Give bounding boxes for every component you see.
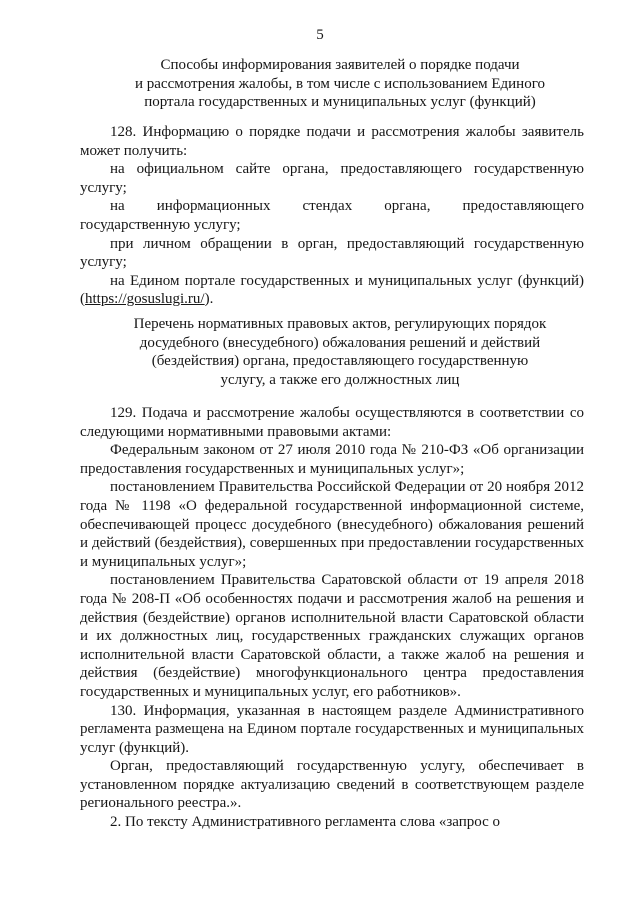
portal-text: на Едином портале государственных и муниципальных услуг (функций) (	[80, 272, 584, 308]
paragraph-128-intro: 128. Информацию о порядке подачи и рассмотрения жалобы заявитель может получить:	[80, 124, 584, 159]
gosuslugi-link[interactable]: https://gosuslugi.ru/	[85, 291, 205, 308]
heading-line: и рассмотрения жалобы, в том числе с использованием Единого	[135, 75, 545, 92]
paragraph-129-intro: 129. Подача и рассмотрение жалобы осуществляются в соответствии со следующими нормативными правовыми актами:	[80, 405, 584, 440]
heading-line: услугу, а также его должностных лиц	[220, 372, 460, 389]
page-number: 5	[316, 27, 324, 43]
heading-line: Способы информирования заявителей о порядке подачи	[160, 57, 520, 73]
section-heading-legal-acts	[70, 315, 610, 390]
legal-act-item: Федеральным законом от 27 июля 2010 года № 210-ФЗ «Об организации предоставления государственных и муниципальных услуг»;	[80, 442, 584, 477]
paragraph-item-2: 2. По тексту Административного регламента слова «запрос о	[110, 814, 501, 831]
paragraph-130-registry: Орган, предоставляющий государственную услугу, обеспечивает в установленном порядке актуализацию сведений в соответствующем разделе регионального реестра.».	[80, 758, 584, 812]
section-heading-informing	[70, 56, 610, 112]
heading-line: Перечень нормативных правовых актов, регулирующих порядок	[133, 316, 547, 332]
paragraph-130: 130. Информация, указанная в настоящем разделе Административного регламента размещена на Едином портале государственных и муниципальных услуг (функций).	[80, 702, 584, 756]
legal-act-item: постановлением Правительства Саратовской области от 19 апреля 2018 года № 208-П «Об особенностях подачи и рассмотрения жалоб на решения и действия (бездействие) органов исполнительной власти Саратовской области и их должностных лиц, государственных гражданских служащих органов исполнительной власти Саратовской области, а также жалоб на решения и действия (бездействие) многофункционального центра предоставления государственных и муниципальных услуг, его работников».	[80, 572, 584, 700]
portal-text-end: ).	[204, 291, 214, 308]
heading-line: портала государственных и муниципальных услуг (функций)	[144, 94, 536, 111]
list-item: на официальном сайте органа, предоставляющего государственную услугу;	[80, 161, 584, 196]
section-129-130	[80, 404, 584, 832]
list-item-portal	[80, 272, 584, 309]
heading-line: (бездействия) органа, предоставляющего государственную	[151, 353, 529, 370]
list-item: при личном обращении в орган, предоставляющий государственную услугу;	[80, 235, 584, 271]
section-128	[80, 123, 584, 309]
list-item: на информационных стендах органа, предоставляющего государственную услугу;	[80, 198, 584, 233]
legal-act-item: постановлением Правительства Российской Федерации от 20 ноября 2012 года № 1198 «О федеральной государственной информационной системе, обеспечивающей процесс досудебного (внесудебного) обжалования решений и действий (бездействия), совершенных при предоставлении государственных и муниципальных услуг»;	[80, 479, 584, 570]
heading-line: досудебного (внесудебного) обжалования решений и действий	[139, 334, 541, 351]
